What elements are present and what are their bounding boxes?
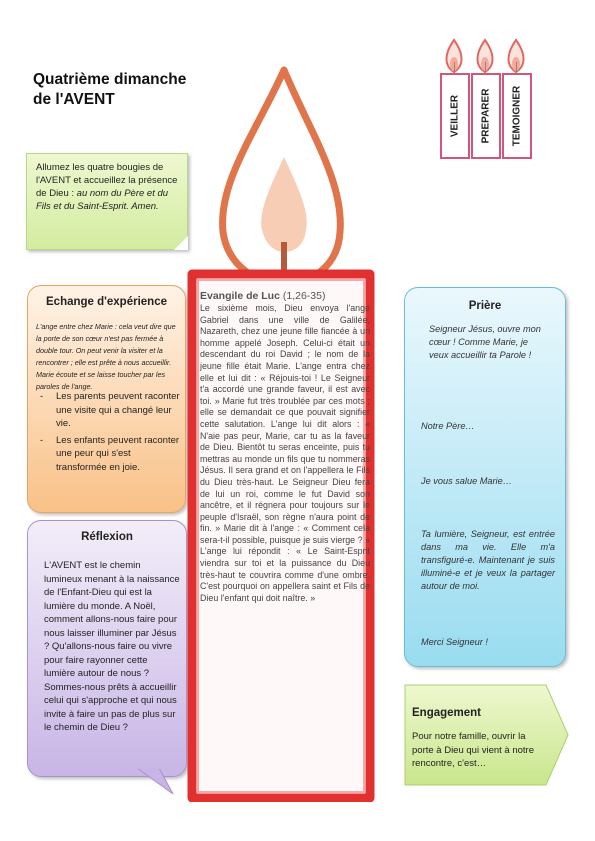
wick bbox=[281, 242, 287, 274]
evangile-heading bbox=[200, 290, 370, 303]
reflexion-title: Réflexion bbox=[81, 531, 133, 543]
engagement-box bbox=[404, 684, 569, 786]
title-line-1: Quatrième dimanche bbox=[33, 71, 187, 88]
reflexion-text: L'AVENT est le chemin lumineux menant à la naissance de l'Enfant-Dieu qui est la lumière du monde. A Noël, comment allons-nous faire pour nous laisser illuminer par Jésus ? Qu'allons-nous faire ou vivre pour faire rayonner cette lumière autour de nous ? Sommes-nous prêts à accueillir celui qui s'approche et qui nous invite à faire un pas de plus sur le chemin de Dieu ? bbox=[44, 560, 180, 733]
priere-merci: Merci Seigneur ! bbox=[421, 637, 488, 647]
echange-italic: L'ange entre chez Marie : cela veut dire que la porte de son cœur n'est pas fermée à double tour. On peut venir la visiter et la rencontrer ; elle est prête à nous accueillir. Marie écoute et se laisse toucher par les paroles de l'ange. bbox=[36, 322, 176, 391]
intro-formula: au nom du Père et du Fils et du Saint-Esprit. Amen. bbox=[36, 188, 169, 212]
evangile-text-block bbox=[200, 290, 370, 810]
evangile-title: Evangile de Luc bbox=[200, 290, 280, 302]
priere-notre-pere: Notre Père… bbox=[421, 421, 475, 431]
wick bbox=[516, 62, 517, 73]
candle-temoigner bbox=[502, 73, 532, 159]
wick bbox=[454, 62, 455, 73]
priere-je-vous-salue: Je vous salue Marie… bbox=[421, 476, 512, 486]
echange-box bbox=[27, 285, 186, 513]
priere-seigneur-jesus: Seigneur Jésus, ouvre mon cœur ! Comme Marie, je veux accueillir ta Parole ! bbox=[429, 324, 541, 360]
evangile-body: Le sixième mois, Dieu envoya l'ange Gabriel dans une ville de Galilée, Nazareth, chez une jeune fille fiancée à un homme appelé Joseph. Celui-ci était un descendant du roi David ; le nom de la jeune fille était Marie. L'ange entra chez elle et lui dit : « Réjouis-toi ! Le Seigneur t'a accordé une grande faveur, il est avec toi. » Marie fut très troublée par ces mots ; elle se demandait ce que pouvait signifier cette salutation. L'ange lui dit alors : « N'aie pas peur, Marie, car tu as la faveur de Dieu. Bientôt tu seras enceinte, puis tu mettras au monde un fils que tu nommeras Jésus. Il sera grand et on l'appellera le Fils du Dieu très-haut. Le Seigneur Dieu fera de lui un roi, comme le fut David son ancêtre, et il régnera pour toujours sur le peuple d'Israël, son règne n'aura point de fin. » Marie dit à l'ange : « Comment cela sera-t-il possible, puisque je suis vierge ? » L'ange lui répondit : « Le Saint-Esprit viendra sur toi et la puissance du Dieu très-haut te couvrira comme d'une ombre. C'est pourquoi on appellera saint et Fils de Dieu l'enfant qui doit naître. » bbox=[200, 303, 370, 603]
list-item: - Les parents peuvent raconter une visite qui a changé leur vie. bbox=[34, 390, 180, 431]
reflexion-box bbox=[27, 520, 187, 777]
evangile-ref: (1,26-35) bbox=[282, 290, 326, 302]
intro-note bbox=[26, 153, 188, 250]
engagement-title: Engagement bbox=[412, 707, 482, 719]
priere-ta-lumiere: Ta lumière, Seigneur, est entrée dans ma vie. Elle m'a transfiguré-e. Maintenant je suis illuminé-e et je veux la partager autour de moi. bbox=[421, 529, 555, 591]
priere-title: Prière bbox=[468, 300, 502, 312]
echange-list bbox=[34, 390, 180, 477]
candle-label: TEMOIGNER bbox=[511, 85, 523, 147]
wick bbox=[485, 62, 486, 73]
inner-flame bbox=[261, 157, 307, 252]
candle-label: PREPARER bbox=[480, 88, 492, 144]
candle-preparer bbox=[471, 73, 501, 159]
list-item: - Les enfants peuvent raconter une peur qui s'est transformée en joie. bbox=[34, 434, 180, 475]
intro-text bbox=[36, 161, 180, 213]
candle-label: VEILLER bbox=[449, 94, 461, 138]
engagement-text: Pour notre famille, ouvrir la porte à Dieu qui vient à notre rencontre, c'est… bbox=[412, 731, 534, 769]
speech-tail bbox=[135, 768, 175, 796]
intro-instruction: Allumez les quatre bougies de l'AVENT et accueillez la présence de Dieu : bbox=[36, 162, 178, 199]
candle-veiller bbox=[440, 73, 470, 159]
title-line-2: de l'AVENT bbox=[33, 91, 115, 108]
echange-title: Echange d'expérience bbox=[46, 296, 167, 308]
priere-box bbox=[404, 287, 566, 667]
